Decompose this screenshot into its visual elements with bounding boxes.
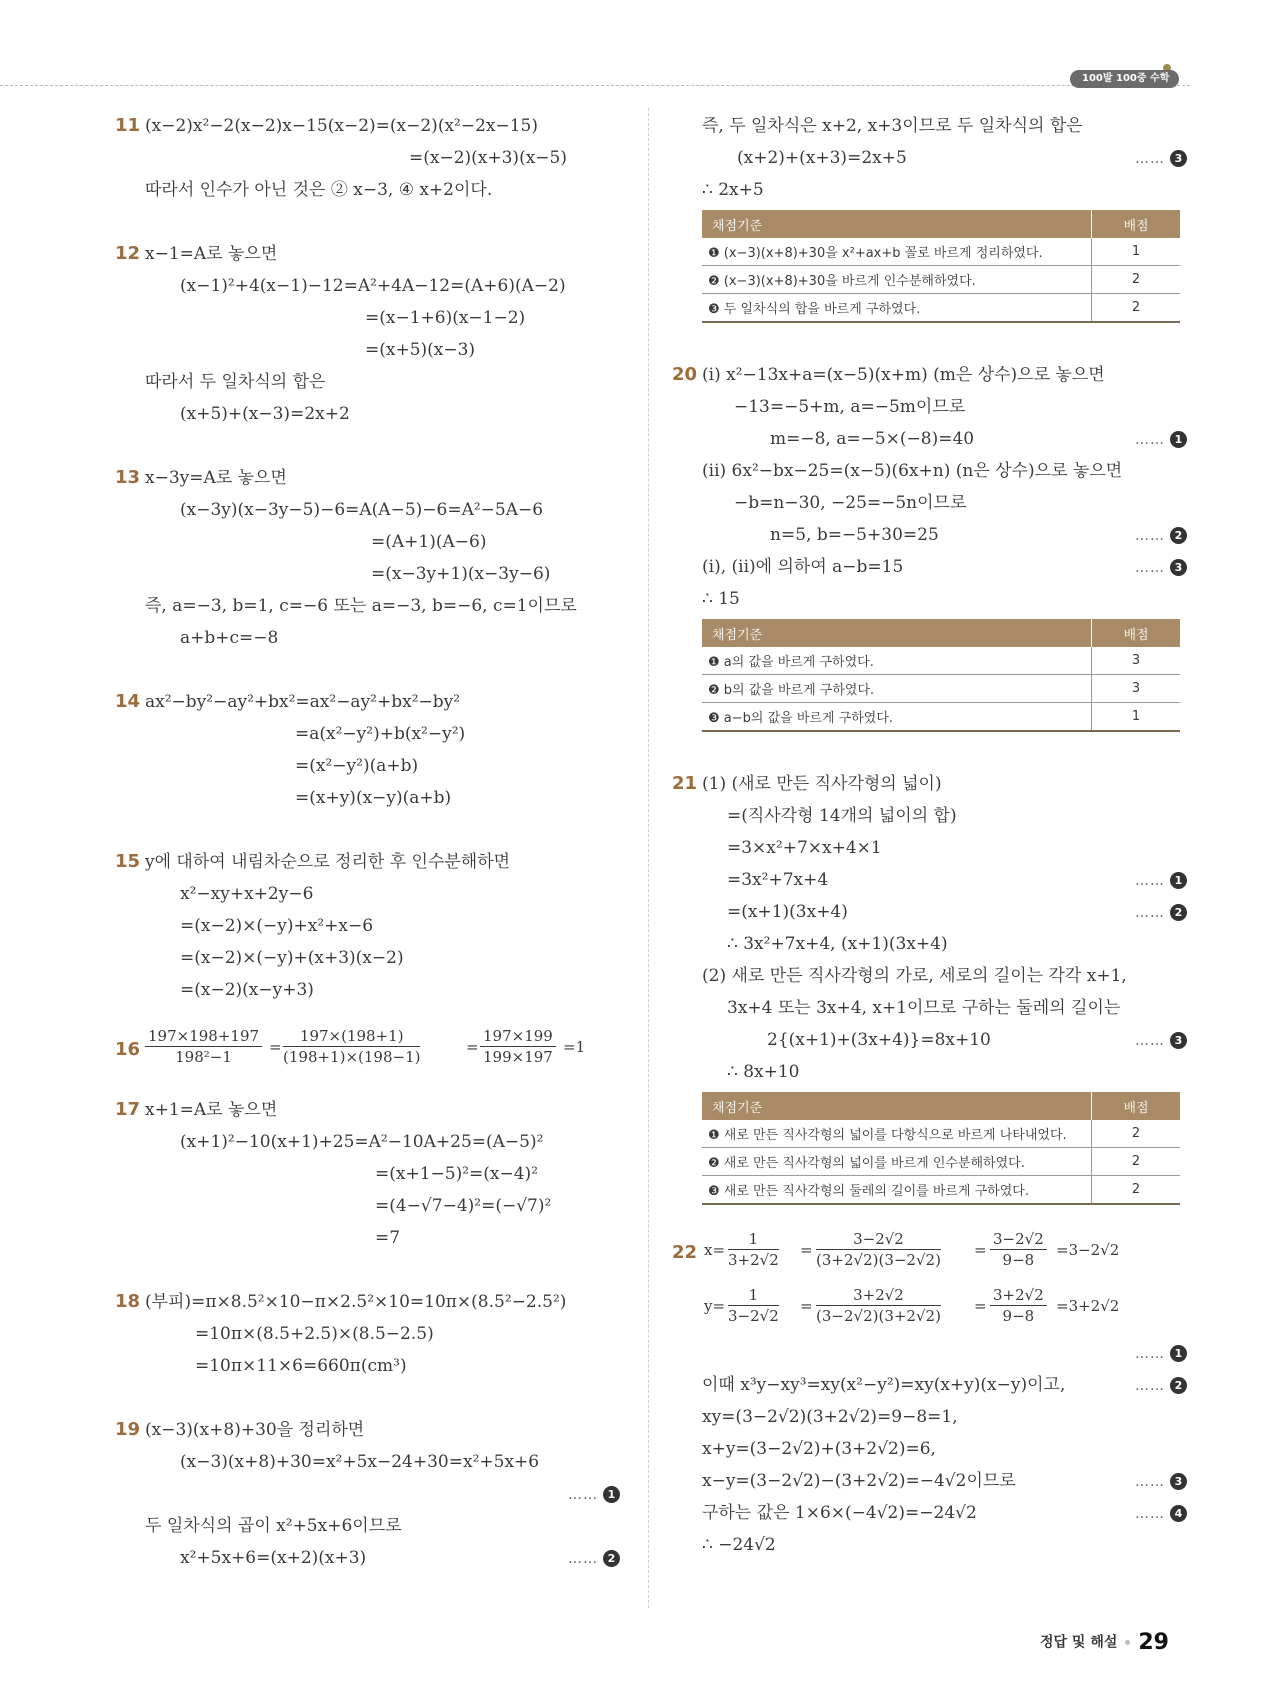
- criteria-cell: ❸ a−b의 값을 바르게 구하였다.: [702, 703, 1092, 732]
- step-2-icon: 2: [1170, 904, 1187, 921]
- solution-line: 즉, 두 일차식은 x+2, x+3이므로 두 일차식의 합은: [702, 116, 1083, 136]
- fraction: [990, 1229, 1047, 1270]
- problem-number: 19: [115, 1419, 141, 1440]
- solution-line: =(x+1)(3x+4): [727, 902, 848, 922]
- solution-line: ∴ 3x²+7x+4, (x+1)(3x+4): [727, 934, 948, 954]
- problem-21: [672, 768, 1192, 1205]
- solution-line: (ii) 6x²−bx−25=(x−5)(6x+n) (n은 상수)으로 놓으면: [702, 461, 1123, 481]
- problem-number: 15: [115, 851, 141, 872]
- lhs: y=: [704, 1297, 726, 1315]
- numerator: 1: [728, 1285, 779, 1306]
- solution-line: (x−3y)(x−3y−5)−6=A(A−5)−6=A²−5A−6: [180, 500, 544, 520]
- solution-line: (x+2)+(x+3)=2x+5: [737, 148, 907, 168]
- problem-number: 20: [672, 364, 698, 385]
- spacer: [672, 327, 1192, 359]
- solution-line: x²−xy+x+2y−6: [180, 884, 314, 904]
- equals-sign: =: [800, 1297, 813, 1315]
- problem-number: 14: [115, 691, 141, 712]
- equals-sign: =: [974, 1241, 987, 1259]
- solution-line: =10π×(8.5+2.5)×(8.5−2.5): [195, 1324, 434, 1344]
- solution-line: (x−1)²+4(x−1)−12=A²+4A−12=(A+6)(A−2): [180, 276, 566, 296]
- spacer: [115, 1382, 625, 1414]
- solution-line: 구하는 값은 1×6×(−4√2)=−24√2: [702, 1503, 977, 1523]
- problem-16: [115, 1022, 625, 1078]
- problem-15: [115, 846, 625, 1006]
- fraction: [728, 1285, 779, 1326]
- denominator: 198²−1: [175, 1048, 232, 1066]
- criteria-cell: ❷ 새로 만든 직사각형의 넓이를 바르게 인수분해하였다.: [702, 1148, 1092, 1176]
- solution-line: x−y=(3−2√2)−(3+2√2)=−4√2이므로: [702, 1471, 1016, 1491]
- problem-13: [115, 462, 625, 654]
- step-1-icon: 1: [1170, 431, 1187, 448]
- score-header: 배점: [1092, 1092, 1181, 1120]
- page-number: 29: [1138, 1630, 1169, 1655]
- solution-line: =3x²+7x+4: [727, 870, 829, 890]
- criteria-cell: ❷ (x−3)(x+8)+30을 바르게 인수분해하였다.: [702, 266, 1092, 294]
- criteria-header: 채점기준: [702, 619, 1092, 647]
- x-value-derivation: [672, 1225, 1192, 1281]
- denominator: 199×197: [483, 1048, 553, 1066]
- equals-sign: =: [466, 1038, 479, 1056]
- fraction: [145, 1026, 262, 1067]
- problem-20: [672, 359, 1192, 732]
- book-title-badge: 100발 100중 수학: [1070, 70, 1179, 88]
- problem-18: [115, 1286, 625, 1382]
- step-marker: …… 2: [1135, 896, 1187, 929]
- spacer: [672, 1209, 1192, 1225]
- criteria-cell: ❸ 새로 만든 직사각형의 둘레의 길이를 바르게 구하였다.: [702, 1176, 1092, 1205]
- numerator: 3−2√2: [990, 1229, 1047, 1250]
- step-3-icon: 3: [1170, 559, 1187, 576]
- solution-line: 따라서 두 일차식의 합은: [145, 372, 326, 392]
- fraction: [990, 1285, 1047, 1326]
- step-marker: …… 1: [568, 1478, 620, 1511]
- solution-line: =(x−2)(x+3)(x−5): [409, 148, 567, 168]
- score-cell: 2: [1092, 1148, 1181, 1176]
- step-marker: …… 1: [1135, 864, 1187, 897]
- denominator: 3+2√2: [728, 1251, 779, 1269]
- solution-line: x+1=A로 놓으면: [145, 1100, 278, 1120]
- step-2-icon: 2: [603, 1550, 620, 1567]
- numerator: 197×198+197: [145, 1026, 262, 1047]
- problem-number: 17: [115, 1099, 141, 1120]
- criteria-header: 채점기준: [702, 1092, 1092, 1120]
- footer-dot: [1125, 1640, 1130, 1645]
- score-cell: 3: [1092, 647, 1181, 675]
- step-2-icon: 2: [1170, 527, 1187, 544]
- spacer: [115, 1006, 625, 1022]
- spacer: [115, 814, 625, 846]
- step-marker: …… 2: [568, 1542, 620, 1575]
- grading-table: [702, 619, 1180, 732]
- denominator: 3−2√2: [728, 1307, 779, 1325]
- page-footer: [1040, 1630, 1169, 1655]
- solution-line: x+y=(3−2√2)+(3+2√2)=6,: [702, 1439, 936, 1459]
- step-4-icon: 4: [1170, 1505, 1187, 1522]
- step-1-icon: 1: [1170, 1345, 1187, 1362]
- problem-22: [672, 1225, 1192, 1561]
- solution-line: a+b+c=−8: [180, 628, 279, 648]
- problem-14: [115, 686, 625, 814]
- step-marker: …… 3: [1135, 142, 1187, 175]
- step-3-icon: 3: [1170, 150, 1187, 167]
- step-1-icon: 1: [603, 1486, 620, 1503]
- result: =1: [563, 1038, 586, 1056]
- step-marker: …… 2: [1135, 519, 1187, 552]
- score-cell: 1: [1092, 238, 1181, 266]
- lhs: x=: [704, 1241, 726, 1259]
- criteria-cell: ❶ a의 값을 바르게 구하였다.: [702, 647, 1092, 675]
- numerator: 197×199: [480, 1026, 556, 1047]
- spacer: [115, 1078, 625, 1094]
- step-marker: …… 1: [1135, 423, 1187, 456]
- numerator: 197×(198+1): [283, 1026, 420, 1047]
- solution-line: =(x−2)×(−y)+(x+3)(x−2): [180, 948, 404, 968]
- step-marker: …… 3: [1135, 1024, 1187, 1057]
- solution-line: 3x+4 또는 3x+4, x+1이므로 구하는 둘레의 길이는: [727, 998, 1121, 1018]
- solution-line: (x−3)(x+8)+30을 정리하면: [145, 1420, 365, 1440]
- solution-line: −b=n−30, −25=−5n이므로: [734, 493, 967, 513]
- grading-table: [702, 1092, 1180, 1205]
- spacer: [672, 736, 1192, 768]
- solution-line: 따라서 인수가 아닌 것은 ② x−3, ④ x+2이다.: [145, 180, 493, 200]
- step-3-icon: 3: [1170, 1032, 1187, 1049]
- solution-line: 두 일차식의 곱이 x²+5x+6이므로: [145, 1516, 402, 1536]
- fraction: [283, 1026, 420, 1067]
- solution-line: =(x−2)(x−y+3): [180, 980, 314, 1000]
- fraction: [816, 1229, 941, 1270]
- solution-line: x²+5x+6=(x+2)(x+3): [180, 1548, 367, 1568]
- equals-sign: =: [269, 1038, 282, 1056]
- numerator: 3−2√2: [816, 1229, 941, 1250]
- solution-line: ax²−by²−ay²+bx²=ax²−ay²+bx²−by²: [145, 692, 461, 712]
- solution-line: −13=−5+m, a=−5m이므로: [734, 397, 966, 417]
- solution-line: =(A+1)(A−6): [371, 532, 487, 552]
- equals-sign: =: [974, 1297, 987, 1315]
- grading-table: [702, 210, 1180, 323]
- right-column: [672, 110, 1192, 1561]
- score-cell: 2: [1092, 294, 1181, 323]
- solution-line: x−1=A로 놓으면: [145, 244, 278, 264]
- footer-label: 정답 및 해설: [1040, 1634, 1118, 1651]
- score-cell: 2: [1092, 1176, 1181, 1205]
- denominator: (198+1)×(198−1): [283, 1048, 421, 1066]
- problem-17: [115, 1094, 625, 1254]
- left-column: [115, 110, 625, 1574]
- problem-12: [115, 238, 625, 430]
- fraction: [816, 1285, 941, 1326]
- y-value-derivation: [672, 1281, 1192, 1337]
- solution-line: ∴ −24√2: [702, 1535, 776, 1555]
- problem-19: [115, 1414, 625, 1574]
- numerator: 3+2√2: [816, 1285, 941, 1306]
- spacer: [115, 1254, 625, 1286]
- solution-line: =(x−3y+1)(x−3y−6): [371, 564, 551, 584]
- step-marker: …… 4: [1135, 1497, 1187, 1530]
- solution-line: x−3y=A로 놓으면: [145, 468, 287, 488]
- solution-line: m=−8, a=−5×(−8)=40: [770, 429, 975, 449]
- spacer: [115, 654, 625, 686]
- column-divider: [648, 108, 649, 1608]
- solution-line: (1) (새로 만든 직사각형의 넓이): [702, 774, 942, 794]
- score-cell: 3: [1092, 675, 1181, 703]
- solution-line: =(x+5)(x−3): [365, 340, 476, 360]
- spacer: [115, 430, 625, 462]
- step-marker: …… 1: [1135, 1337, 1187, 1370]
- solution-line: =a(x²−y²)+b(x²−y²): [295, 724, 466, 744]
- step-marker: …… 2: [1135, 1369, 1187, 1402]
- solution-line: =(4−√7−4)²=(−√7)²: [375, 1196, 552, 1216]
- step-2-icon: 2: [1170, 1377, 1187, 1394]
- result: =3+2√2: [1056, 1297, 1120, 1315]
- denominator: 9−8: [1002, 1307, 1035, 1325]
- score-cell: 2: [1092, 266, 1181, 294]
- solution-line: ∴ 8x+10: [727, 1062, 800, 1082]
- step-marker: …… 3: [1135, 1465, 1187, 1498]
- equals-sign: =: [800, 1241, 813, 1259]
- problem-number: 16: [115, 1039, 141, 1060]
- score-header: 배점: [1092, 619, 1181, 647]
- criteria-cell: ❷ b의 값을 바르게 구하였다.: [702, 675, 1092, 703]
- problem-19-continued: [672, 110, 1192, 323]
- score-header: 배점: [1092, 210, 1181, 238]
- solution-line: =(x²−y²)(a+b): [295, 756, 419, 776]
- solution-line: =(x−2)×(−y)+x²+x−6: [180, 916, 374, 936]
- step-marker: …… 3: [1135, 551, 1187, 584]
- solution-line: =10π×11×6=660π(cm³): [195, 1356, 407, 1376]
- solution-line: (i) x²−13x+a=(x−5)(x+m) (m은 상수)으로 놓으면: [702, 365, 1105, 385]
- solution-line: =(x+y)(x−y)(a+b): [295, 788, 452, 808]
- solution-line: n=5, b=−5+30=25: [770, 525, 939, 545]
- denominator: 9−8: [1002, 1251, 1035, 1269]
- solution-line: (x+1)²−10(x+1)+25=A²−10A+25=(A−5)²: [180, 1132, 544, 1152]
- solution-line: =(직사각형 14개의 넓이의 합): [727, 806, 957, 826]
- criteria-cell: ❸ 두 일차식의 합을 바르게 구하였다.: [702, 294, 1092, 323]
- solution-line: 이때 x³y−xy³=xy(x²−y²)=xy(x+y)(x−y)이고,: [702, 1375, 1066, 1395]
- problem-number: 18: [115, 1291, 141, 1312]
- fraction: [480, 1026, 556, 1067]
- problem-number: 21: [672, 773, 698, 794]
- result: =3−2√2: [1056, 1241, 1120, 1259]
- spacer: [115, 206, 625, 238]
- problem-number: 13: [115, 467, 141, 488]
- solution-line: 2{(x+1)+(3x+4)}=8x+10: [767, 1030, 991, 1050]
- fraction: [728, 1229, 779, 1270]
- criteria-cell: ❶ 새로 만든 직사각형의 넓이를 다항식으로 바르게 나타내었다.: [702, 1120, 1092, 1148]
- denominator: (3−2√2)(3+2√2): [816, 1307, 941, 1325]
- header-divider: [0, 85, 1190, 86]
- step-1-icon: 1: [1170, 872, 1187, 889]
- solution-line: ∴ 2x+5: [702, 180, 764, 200]
- numerator: 1: [728, 1229, 779, 1250]
- numerator: 3+2√2: [990, 1285, 1047, 1306]
- solution-line: (부피)=π×8.5²×10−π×2.5²×10=10π×(8.5²−2.5²): [145, 1292, 567, 1312]
- solution-line: =7: [375, 1228, 401, 1248]
- solution-line: =3×x²+7×x+4×1: [727, 838, 882, 858]
- solution-line: =(x−1+6)(x−1−2): [365, 308, 526, 328]
- solution-line: y에 대하여 내림차순으로 정리한 후 인수분해하면: [145, 852, 511, 872]
- solution-line: (x−3)(x+8)+30=x²+5x−24+30=x²+5x+6: [180, 1452, 540, 1472]
- solution-line: (x−2)x²−2(x−2)x−15(x−2)=(x−2)(x²−2x−15): [145, 116, 539, 136]
- solution-line: (2) 새로 만든 직사각형의 가로, 세로의 길이는 각각 x+1,: [702, 966, 1127, 986]
- score-cell: 1: [1092, 703, 1181, 732]
- criteria-cell: ❶ (x−3)(x+8)+30을 x²+ax+b 꼴로 바르게 정리하였다.: [702, 238, 1092, 266]
- criteria-header: 채점기준: [702, 210, 1092, 238]
- denominator: (3+2√2)(3−2√2): [816, 1251, 941, 1269]
- score-cell: 2: [1092, 1120, 1181, 1148]
- solution-line: xy=(3−2√2)(3+2√2)=9−8=1,: [702, 1407, 958, 1427]
- solution-line: =(x+1−5)²=(x−4)²: [375, 1164, 539, 1184]
- problem-number: 12: [115, 243, 141, 264]
- problem-11: [115, 110, 625, 206]
- solution-line: 즉, a=−3, b=1, c=−6 또는 a=−3, b=−6, c=1이므로: [145, 596, 577, 616]
- problem-number: 22: [672, 1242, 698, 1263]
- solution-line: (i), (ii)에 의하여 a−b=15: [702, 557, 904, 577]
- step-3-icon: 3: [1170, 1473, 1187, 1490]
- problem-number: 11: [115, 115, 141, 136]
- solution-line: (x+5)+(x−3)=2x+2: [180, 404, 350, 424]
- solution-line: ∴ 15: [702, 589, 740, 609]
